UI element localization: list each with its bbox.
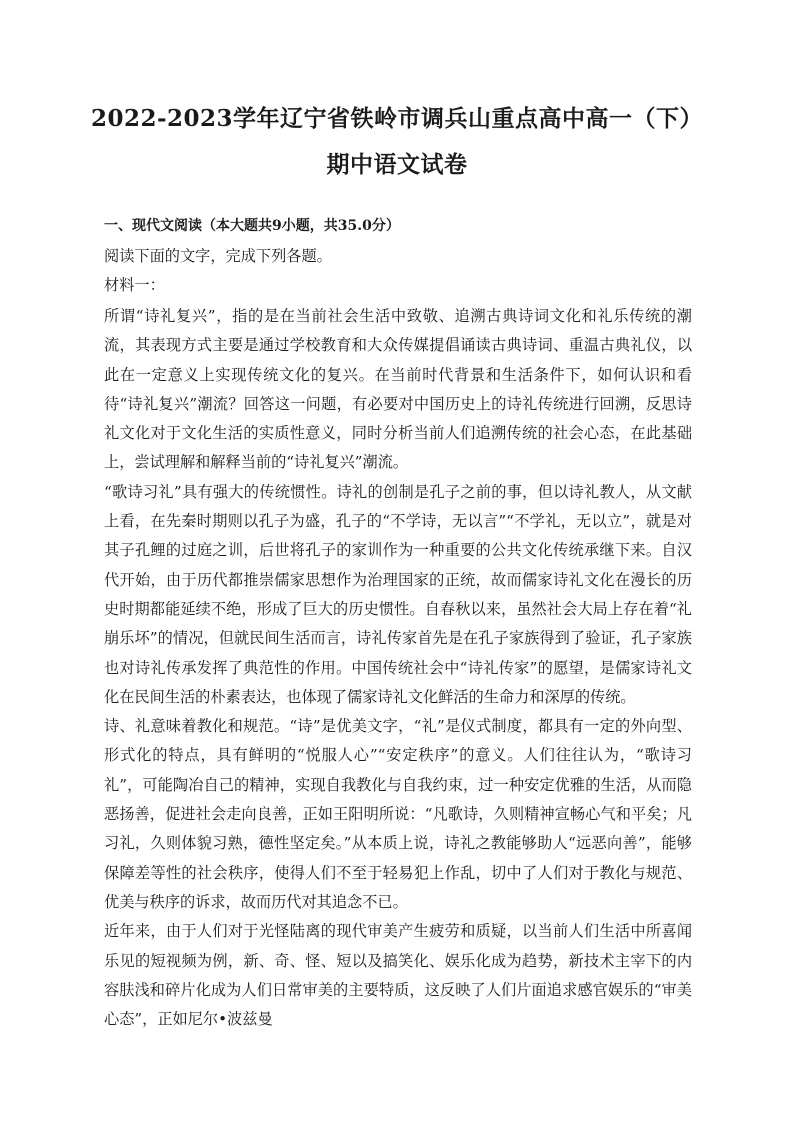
- material-label: 材料一：: [104, 276, 165, 294]
- article-body: [104, 302, 692, 1034]
- paragraph: 诗、礼意味着教化和规范。“诗”是优美文字，“礼”是仪式制度，都具有一定的外向型、形式化的特点，具有鲜明的“悦服人心”“安定秩序”的意义。人们往往认为，“歌诗习礼”，可能陶冶自己的精神，实现自我教化与自我约束，过一种安定优雅的生活，从而隐恶扬善，促进社会走向良善，正如王阳明所说：“凡歌诗，久则精神宣畅心气和平矣；凡习礼，久则体貌习熟，德性坚定矣。”从本质上说，诗礼之教能够助人“远恶向善”，能够保障差等性的社会秩序，使得人们不至于轻易犯上作乱，切中了人们对于教化与规范、优美与秩序的诉求，故而历代对其追念不已。: [104, 717, 692, 911]
- reading-instruction: 阅读下面的文字，完成下列各题。: [104, 247, 332, 265]
- paragraph: 近年来，由于人们对于光怪陆离的现代审美产生疲劳和质疑，以当前人们生活中所喜闻乐见的短视频为例，新、奇、怪、短以及搞笑化、娱乐化成为趋势，新技术主宰下的内容肤浅和碎片化成为人们日常审美的主要特质，这反映了人们片面追求感官娱乐的“审美心态”，正如尼尔•波兹曼: [104, 922, 692, 1029]
- section-heading: 一、现代文阅读（本大题共9小题，共35.0分）: [104, 218, 400, 234]
- paragraph: “歌诗习礼”具有强大的传统惯性。诗礼的创制是孔子之前的事，但以诗礼教人，从文献上看，在先秦时期则以孔子为盛，孔子的“不学诗，无以言”“不学礼，无以立”，就是对其子孔鲤的过庭之训，后世将孔子的家训作为一种重要的公共文化传统承继下来。自汉代开始，由于历代都推崇儒家思想作为治理国家的正统，故而儒家诗礼文化在漫长的历史时期都能延续不绝，形成了巨大的历史惯性。自春秋以来，虽然社会大局上存在着“礼崩乐坏”的情况，但就民间生活而言，诗礼传家首先是在孔子家族得到了验证，孔子家族也对诗礼传承发挥了典范性的作用。中国传统社会中“诗礼传家”的愿望，是儒家诗礼文化在民间生活的朴素表达，也体现了儒家诗礼文化鲜活的生命力和深厚的传统。: [104, 482, 692, 706]
- exam-title: 2022-2023学年辽宁省铁岭市调兵山重点高中高一（下）期中语文试卷: [90, 105, 704, 178]
- paragraph: 所谓“诗礼复兴”，指的是在当前社会生活中致敬、追溯古典诗词文化和礼乐传统的潮流，其表现方式主要是通过学校教育和大众传媒提倡诵读古典诗词、重温古典礼仪，以此在一定意义上实现传统文化的复兴。在当前时代背景和生活条件下，如何认识和看待“诗礼复兴”潮流？回答这一问题，有必要对中国历史上的诗礼传统进行回溯，反思诗礼文化对于文化生活的实质性意义，同时分析当前人们追溯传统的社会心态，在此基础上，尝试理解和解释当前的“诗礼复兴”潮流。: [104, 307, 692, 472]
